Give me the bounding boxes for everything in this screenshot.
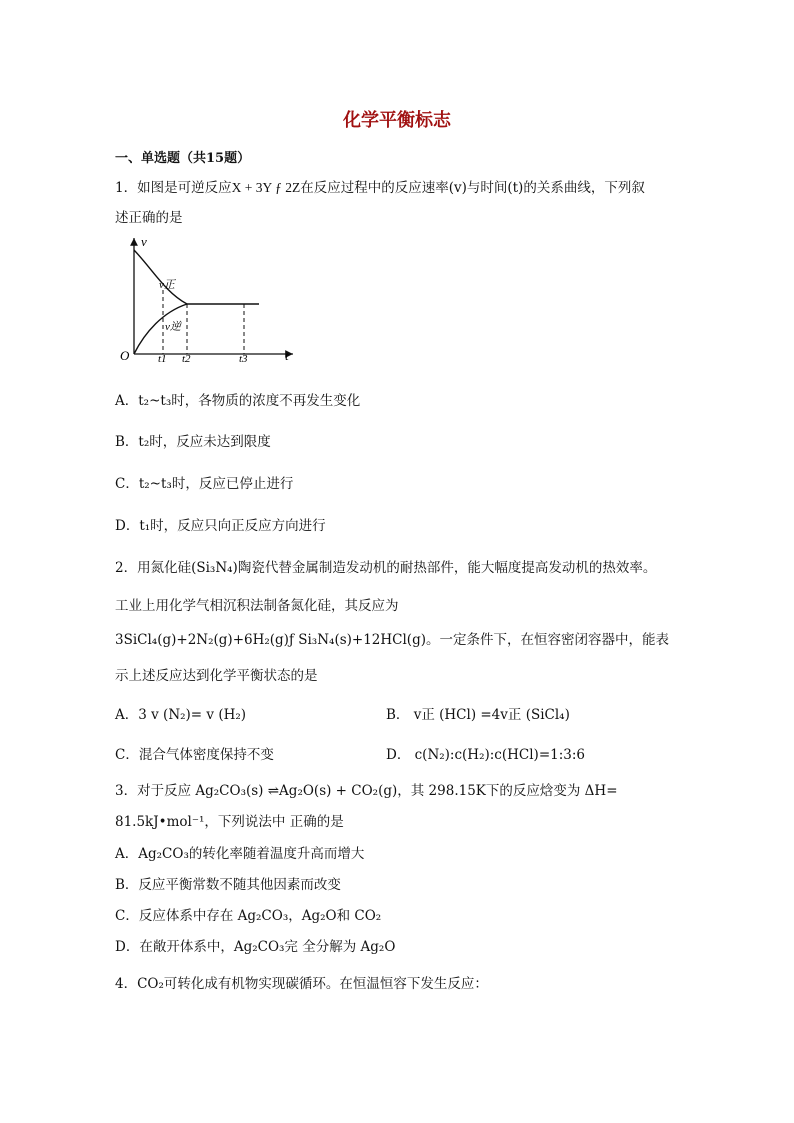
origin-label: O xyxy=(120,348,130,363)
t1-label: t1 xyxy=(158,353,167,364)
q2-option-d: D． c(N₂):c(H₂):c(HCl)=1:3:6 xyxy=(386,747,585,763)
t-axis-label: t xyxy=(285,348,289,363)
forward-rate-curve xyxy=(134,250,187,304)
v-reverse-label: v逆 xyxy=(165,321,181,333)
q1-reaction: X + 3Y ƒ 2Z xyxy=(231,180,301,195)
v-axis-label: v xyxy=(141,234,147,249)
q1-stem-pre: 如图是可逆反应 xyxy=(137,180,232,196)
velocity-time-graph xyxy=(113,232,305,364)
q1-option-d: D．t₁时，反应只向正反应方向进行 xyxy=(115,518,326,534)
page-title: 化学平衡标志 xyxy=(343,110,451,131)
q3-option-c: C．反应体系中存在 Ag₂CO₃，Ag₂O和 CO₂ xyxy=(115,908,382,924)
q1-option-a: A．t₂~t₃时，各物质的浓度不再发生变化 xyxy=(115,393,361,409)
q2-stem-line3: 3SiCl₄(g)+2N₂(g)+6H₂(g)ƒ Si₃N₄(s)+12HCl(g)。一定条件下，在恒容密闭容器中，能表 xyxy=(115,632,669,648)
q2-option-b: B． v正 (HCl) =4v正 (SiCl₄) xyxy=(386,707,570,723)
q3-stem-line1: 3．对于反应 Ag₂CO₃(s) ⇌Ag₂O(s) + CO₂(g)，其 298.15K下的反应焓变为 ΔH= xyxy=(115,783,618,799)
q2-option-c: C．混合气体密度保持不变 xyxy=(115,747,274,763)
q3-stem-line2: 81.5kJ•mol⁻¹，下列说法中 正确的是 xyxy=(115,814,344,830)
q1-stem-post: 在反应过程中的反应速率(v)与时间(t)的关系曲线，下列叙 xyxy=(300,180,645,196)
q4-stem-line1: 4．CO₂可转化成有机物实现碳循环。在恒温恒容下发生反应： xyxy=(115,976,488,992)
q1-stem-line2: 述正确的是 xyxy=(115,210,183,226)
q1-option-c: C．t₂~t₃时，反应已停止进行 xyxy=(115,476,294,492)
section-heading: 一、单选题（共15题） xyxy=(115,151,251,166)
t2-label: t2 xyxy=(182,353,191,364)
q2-stem-line2: 工业上用化学气相沉积法制备氮化硅，其反应为 xyxy=(115,598,399,614)
q1-stem-line1 xyxy=(115,176,645,196)
q3-option-a: A．Ag₂CO₃的转化率随着温度升高而增大 xyxy=(115,846,365,862)
q2-stem-line1: 2．用氮化硅(Si₃N₄)陶瓷代替金属制造发动机的耐热部件，能大幅度提高发动机的热效率。 xyxy=(115,560,657,576)
q1-option-b: B．t₂时，反应未达到限度 xyxy=(115,434,271,450)
v-forward-label: v正 xyxy=(159,279,175,291)
q3-option-b: B．反应平衡常数不随其他因素而改变 xyxy=(115,877,341,893)
t3-label: t3 xyxy=(239,353,248,364)
q1-number: 1． xyxy=(115,180,138,196)
q2-option-a: A．3 v (N₂)= v (H₂) xyxy=(115,707,247,723)
q3-option-d: D．在敞开体系中，Ag₂CO₃完 全分解为 Ag₂O xyxy=(115,939,396,955)
q2-stem-line4: 示上述反应达到化学平衡状态的是 xyxy=(115,668,318,684)
